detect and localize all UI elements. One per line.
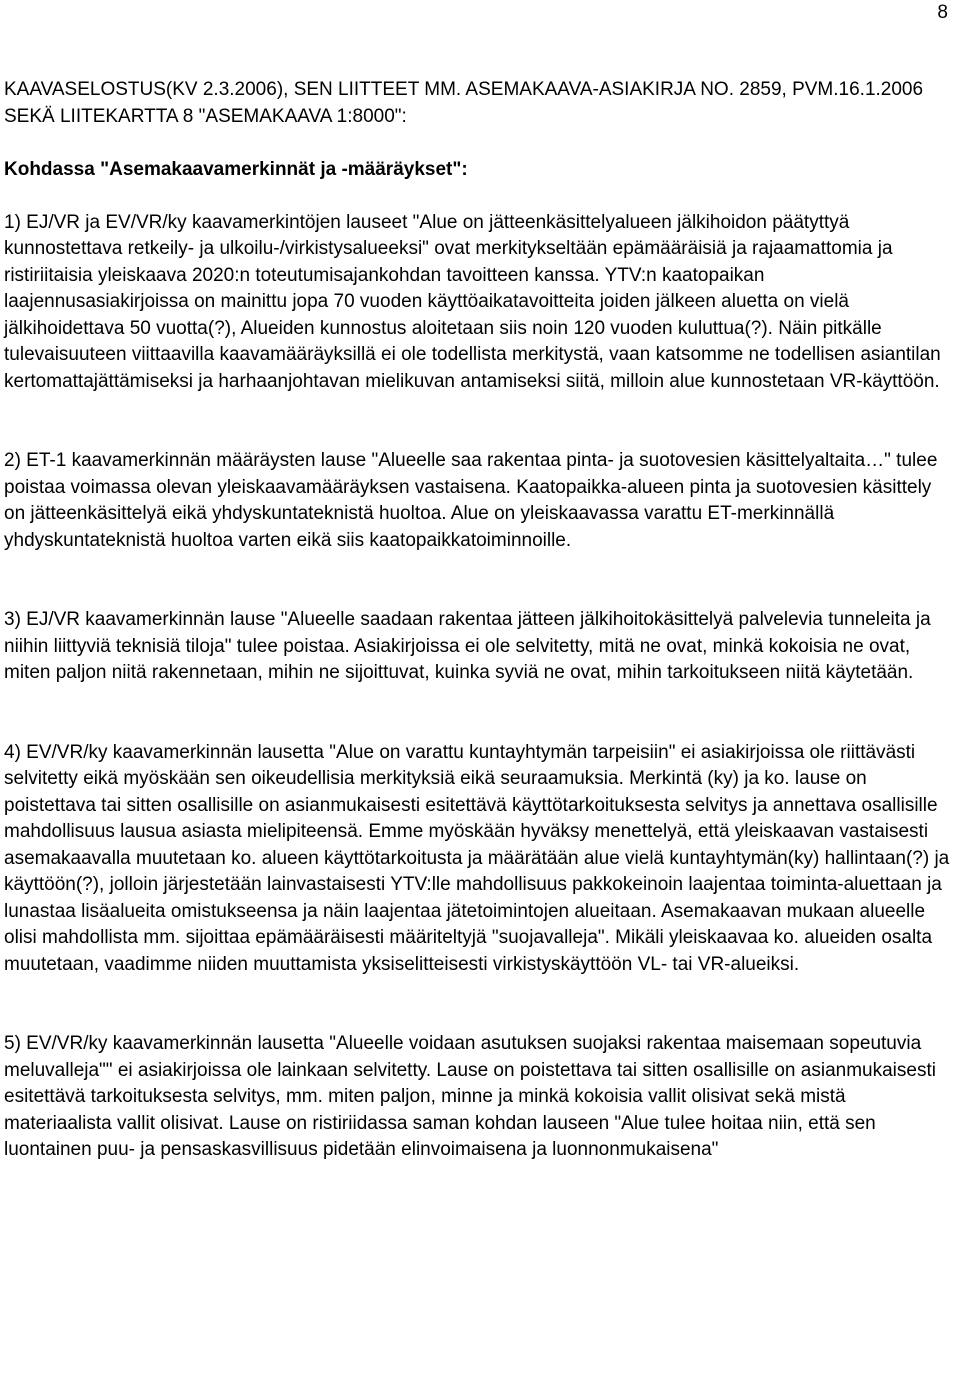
paragraph-5: 5) EV/VR/ky kaavamerkinnän lausetta "Alueelle voidaan asutuksen suojaksi rakentaa maisemaan sopeutuvia meluvalleja"" ei asiakirjoissa ole lainkaan selvitetty. Lause on poistettava tai sitten osallisille on asianmukaisesti esitettävä tarkoituksesta selvitys, mm. miten paljon, minne ja minkä kokoisia vallit olisivat sekä mistä materiaalista vallit olisivat. Lause on ristiriidassa saman kohdan lauseen "Alue tulee hoitaa niin, että sen luontainen puu- ja pensaskasvillisuus pidetään elinvoimaisena ja luonnonmukaisena" bbox=[4, 1033, 936, 1160]
paragraph-3: 3) EJ/VR kaavamerkinnän lause "Alueelle saadaan rakentaa jätteen jälkihoitokäsittelyä palvelevia tunneleita ja niihin liittyviä teknisiä tiloja" tulee poistaa. Asiakirjoissa ei ole selvitetty, mitä ne ovat, minkä kokoisia ne ovat, miten paljon niitä rakennetaan, mihin ne sijoittuvat, kuinka syviä ne ovat, mihin tarkoitukseen niitä käytetään. bbox=[4, 609, 931, 683]
paragraph-1: 1) EJ/VR ja EV/VR/ky kaavamerkintöjen lauseet "Alue on jätteenkäsittelyalueen jälkihoidon päätyttyä kunnostettava retkeily- ja ulkoilu-/virkistysalueeksi" ovat merkitykseltään epämääräisiä ja rajaamattomia ja ristiriitaisia yleiskaava 2020:n toteutumisajankohdan tavoitteen kanssa. YTV:n kaatopaikan laajennusasiakirjoissa on mainittu jopa 70 vuoden käyttöaikatavoitteita joiden jälkeen aluetta on vielä jälkihoidettava 50 vuotta(?), Alueiden kunnostus aloitetaan siis noin 120 vuoden kuluttua(?). Näin pitkälle tulevaisuuteen viittaavilla kaavamääräyksillä ei ole todellista merkitystä, vaan katsomme ne todellisen asiantilan kertomattajättämiseksi ja harhaanjohtavan mielikuvan antamiseksi siitä, milloin alue kunnostetaan VR-käyttöön. bbox=[4, 211, 941, 392]
paragraph-4: 4) EV/VR/ky kaavamerkinnän lausetta "Alue on varattu kuntayhtymän tarpeisiin" ei asiakirjoissa ole riittävästi selvitetty eikä myöskään sen oikeudellisia merkityksiä eikä seuraamuksia. Merkintä (ky) ja ko. lause on poistettava tai sitten osallisille on asianmukaisesti esitettävä käyttötarkoituksesta selvitys ja annettava osallisille mahdollisuus lausua asiasta mielipiteensä. Emme myöskään hyväksy menettelyä, että yleiskaavan vastaisesti asemakaavalla muutetaan ko. alueen käyttötarkoitusta ja määrätään alue vielä kuntayhtymän(ky) hallintaan(?) ja käyttöön(?), jolloin järjestetään lainvastaisesti YTV:lle mahdollisuus pakkokeinoin laajentaa toiminta-aluettaan ja lunastaa lisäalueita omistukseensa ja näin laajentaa jätetoimintojen alueitaan. Asemakaavan mukaan alueelle olisi mahdollista mm. sijoittaa epämääräisesti määriteltyjä "suojavalleja". Mikäli yleiskaavaa ko. alueiden osalta muutetaan, vaadimme niiden muuttamista yksiselitteisesti virkistyskäyttöön VL- tai VR-alueiksi. bbox=[4, 741, 950, 975]
document-heading: KAAVASELOSTUS(KV 2.3.2006), SEN LIITTEET MM. ASEMAKAAVA-ASIAKIRJA NO. 2859, PVM.16.1.2006 SEKÄ LIITEKARTTA 8 "ASEMAKAAVA 1:8000": bbox=[4, 79, 924, 127]
page-number: 8 bbox=[937, 2, 948, 23]
paragraph-2: 2) ET-1 kaavamerkinnän määräysten lause "Alueelle saa rakentaa pinta- ja suotovesien käsittelyaltaita…" tulee poistaa voimassa olevan yleiskaavamääräyksen vastaisena. Kaatopaikka-alueen pinta ja suotovesien käsittely on jätteenkäsittelyä eikä yhdyskuntateknistä huoltoa. Alue on yleiskaavassa varattu ET-merkinnällä yhdyskuntateknistä huoltoa varten eikä siis kaatopaikkatoiminnoille. bbox=[4, 450, 938, 551]
section-subheading: Kohdassa "Asemakaavamerkinnät ja -määräykset": bbox=[4, 159, 468, 180]
document-body bbox=[4, 77, 954, 1164]
